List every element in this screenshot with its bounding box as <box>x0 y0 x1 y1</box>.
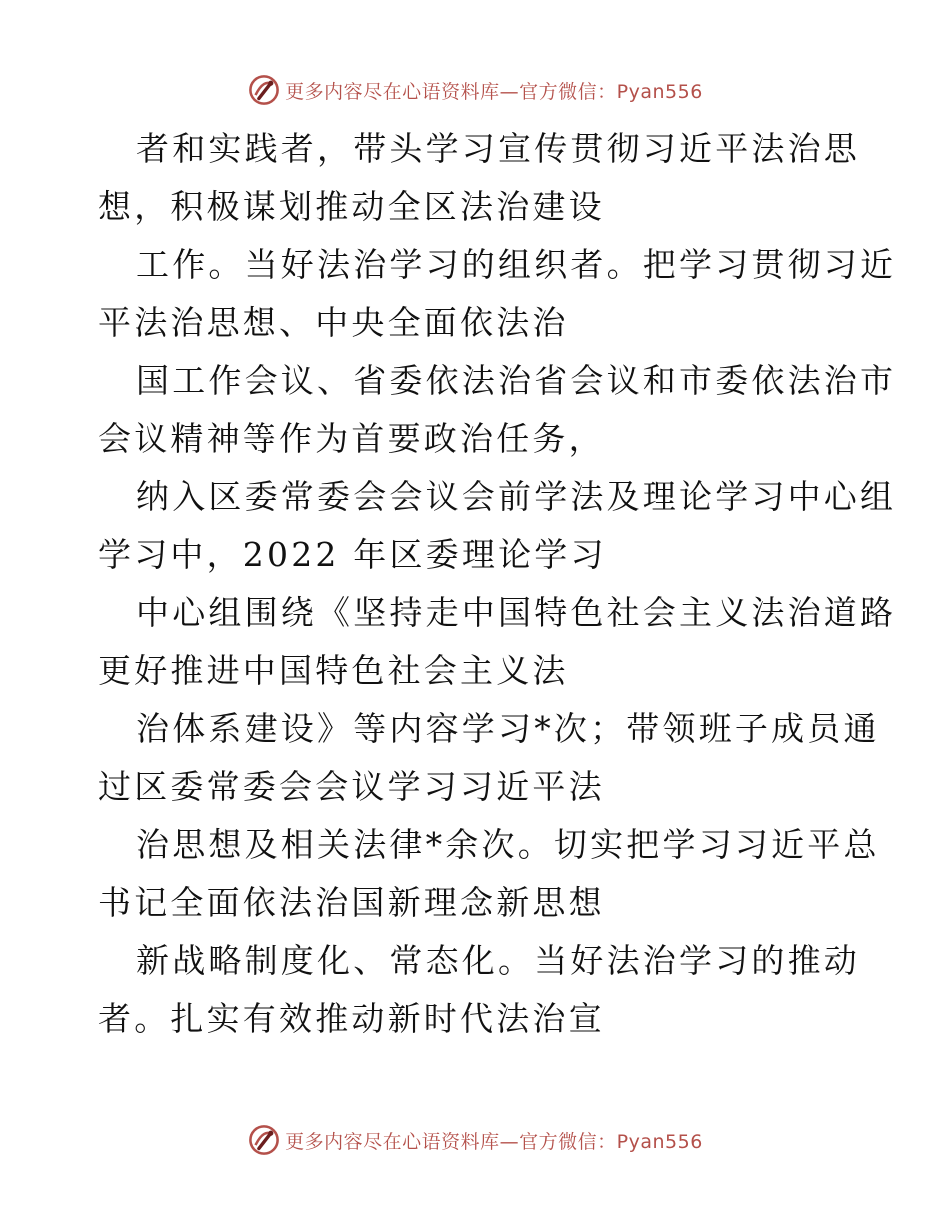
page-header-watermark <box>0 72 950 108</box>
footer-watermark-text: 更多内容尽在心语资料库—官方微信：Pyan556 <box>285 1130 703 1153</box>
header-watermark-text: 更多内容尽在心语资料库—官方微信：Pyan556 <box>285 80 703 103</box>
text-line-2: 想，积极谋划推动全区法治建设 <box>98 187 605 226</box>
text-line-7: 纳入区委常委会会议会前学法及理论学习中心组 <box>136 477 897 516</box>
text-line-1: 者和实践者，带头学习宣传贯彻习近平法治思 <box>136 129 860 168</box>
text-line-12: 过区委常委会会议学习习近平法 <box>98 767 605 806</box>
text-line-13: 治思想及相关法律*余次。切实把学习习近平总 <box>136 825 880 864</box>
logo-icon <box>247 73 281 107</box>
text-line-3: 工作。当好法治学习的组织者。把学习贯彻习近 <box>136 245 897 284</box>
text-line-11: 治体系建设》等内容学习*次；带领班子成员通 <box>136 709 880 748</box>
document-body <box>98 120 897 1048</box>
text-line-8: 学习中，2022 年区委理论学习 <box>98 535 607 574</box>
logo-icon <box>247 1123 281 1157</box>
text-line-5: 国工作会议、省委依法治省会议和市委依法治市 <box>136 361 897 400</box>
page-footer-watermark <box>0 1122 950 1158</box>
text-line-9: 中心组围绕《坚持走中国特色社会主义法治道路 <box>136 593 897 632</box>
text-line-4: 平法治思想、中央全面依法治 <box>98 303 569 342</box>
text-line-16: 者。扎实有效推动新时代法治宣 <box>98 999 605 1038</box>
text-line-14: 书记全面依法治国新理念新思想 <box>98 883 605 922</box>
text-line-15: 新战略制度化、常态化。当好法治学习的推动 <box>136 941 860 980</box>
text-line-6: 会议精神等作为首要政治任务， <box>98 419 605 458</box>
text-line-10: 更好推进中国特色社会主义法 <box>98 651 569 690</box>
